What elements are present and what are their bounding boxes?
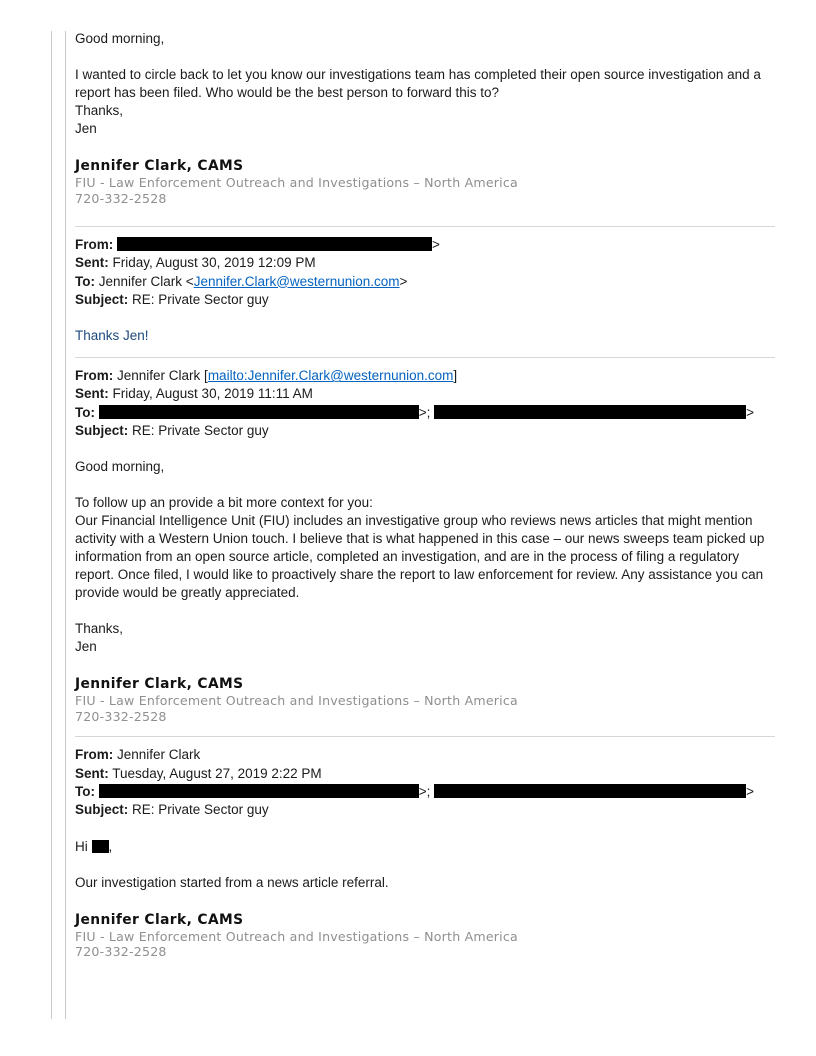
greeting-comma: ,	[108, 838, 113, 854]
blank-line	[75, 602, 775, 620]
greeting-text: Good morning,	[75, 459, 165, 475]
signature-name: Jennifer Clark, CAMS	[75, 911, 244, 928]
header-subject-line	[75, 291, 775, 309]
from-name: Jennifer Clark [	[117, 368, 208, 384]
paragraph-line: report. Once filed, I would like to proactively share the report to law enforcement for review. Any assistance you can	[75, 567, 764, 583]
signature-department: FIU - Law Enforcement Outreach and Investigations – North America	[75, 693, 518, 709]
signature-department: FIU - Law Enforcement Outreach and Investigations – North America	[75, 928, 518, 944]
subject-value: RE: Private Sector guy	[132, 291, 269, 307]
closing-text: Thanks,	[75, 103, 124, 118]
header-from-line	[75, 367, 775, 385]
paragraph	[75, 512, 775, 602]
sent-value: Tuesday, August 27, 2019 2:22 PM	[112, 765, 322, 781]
header-sent-line	[75, 254, 775, 272]
from-label: From:	[75, 747, 114, 763]
signature-department: FIU - Law Enforcement Outreach and Investigations – North America	[75, 175, 518, 190]
email4-body	[75, 838, 775, 960]
body-text: Our investigation started from a news article referral.	[75, 874, 389, 890]
email-separator	[75, 226, 775, 227]
mailto-link[interactable]: mailto:Jennifer.Clark@westernunion.com	[207, 368, 454, 384]
signature-block	[75, 676, 775, 724]
signature-phone: 720-332-2528	[75, 944, 167, 960]
paragraph-line: I wanted to circle back to let you know our investigations team has completed their open source investigation and a	[75, 67, 761, 82]
to-label: To:	[75, 273, 95, 289]
paragraph-line: information from an open source article, completed an investigation, and are in the process of filing a regulatory	[75, 549, 740, 565]
header-sent-line	[75, 765, 775, 783]
header-to-line	[75, 783, 775, 801]
to-label: To:	[75, 783, 95, 799]
email2-body-text: Thanks Jen!	[75, 328, 149, 344]
blank-line	[75, 138, 775, 158]
redaction-bar	[434, 784, 746, 798]
blank-line	[75, 892, 775, 912]
to-suffix: >	[399, 273, 408, 289]
blank-line	[75, 820, 775, 838]
subject-label: Subject:	[75, 423, 129, 439]
to-separator: >;	[418, 404, 431, 420]
signature-name: Jennifer Clark, CAMS	[75, 676, 244, 693]
sent-value: Friday, August 30, 2019 11:11 AM	[112, 386, 313, 402]
blank-line	[75, 48, 775, 66]
quote-border-line-outer	[51, 31, 52, 1019]
header-from-line	[75, 746, 775, 764]
to-separator: >;	[418, 783, 431, 799]
from-suffix: ]	[453, 368, 458, 384]
header-sent-line	[75, 385, 775, 403]
greeting-line	[75, 838, 775, 856]
signature-name: Jennifer Clark, CAMS	[75, 158, 244, 174]
subject-label: Subject:	[75, 291, 129, 307]
redaction-bar	[92, 840, 109, 853]
to-suffix: >	[746, 783, 755, 799]
to-name: Jennifer Clark <	[98, 273, 194, 289]
redaction-bar	[434, 405, 746, 419]
subject-label: Subject:	[75, 802, 129, 818]
signature-block	[75, 158, 775, 206]
email-separator	[75, 736, 775, 737]
email-header	[75, 236, 775, 309]
blank-line	[75, 476, 775, 494]
from-name: Jennifer Clark	[117, 747, 201, 763]
from-suffix: >	[432, 237, 440, 252]
blank-line	[75, 309, 775, 327]
paragraph-line: activity with a Western Union touch. I believe that is what happened in this case – our news sweeps team picked up	[75, 531, 765, 547]
redaction-bar	[99, 405, 419, 419]
signoff-text: Jen	[75, 639, 97, 655]
paragraph	[75, 66, 775, 102]
email-header	[75, 367, 775, 440]
sent-value: Friday, August 30, 2019 12:09 PM	[112, 255, 316, 271]
greeting-text: Hi	[75, 838, 88, 854]
intro-text: To follow up an provide a bit more context for you:	[75, 495, 373, 511]
redaction-bar	[99, 784, 419, 798]
email-top-body	[75, 30, 775, 206]
subject-value: RE: Private Sector guy	[132, 802, 269, 818]
signature-block	[75, 912, 775, 960]
signature-phone: 720-332-2528	[75, 190, 167, 206]
paragraph-line: Our Financial Intelligence Unit (FIU) includes an investigative group who reviews news articles that might mention	[75, 513, 753, 529]
sent-label: Sent:	[75, 765, 109, 781]
header-to-line	[75, 404, 775, 422]
to-label: To:	[75, 404, 95, 420]
email-header	[75, 746, 775, 819]
signature-phone: 720-332-2528	[75, 708, 167, 724]
email3-body	[75, 458, 775, 724]
email-thread	[75, 30, 775, 960]
blank-line	[75, 440, 775, 458]
greeting-text: Good morning,	[75, 31, 165, 46]
blank-line	[75, 656, 775, 676]
from-label: From:	[75, 368, 114, 384]
email-separator	[75, 357, 775, 358]
sent-label: Sent:	[75, 255, 109, 271]
email-address-link[interactable]: Jennifer.Clark@westernunion.com	[193, 273, 400, 289]
paragraph-line: provide would be greatly appreciated.	[75, 585, 300, 601]
paragraph-line: report has been filed. Who would be the best person to forward this to?	[75, 85, 499, 100]
signoff-text: Jen	[75, 121, 97, 136]
closing-text: Thanks,	[75, 621, 124, 637]
header-to-line	[75, 273, 775, 291]
header-subject-line	[75, 422, 775, 440]
blank-line	[75, 856, 775, 874]
from-label: From:	[75, 237, 114, 252]
sent-label: Sent:	[75, 386, 109, 402]
subject-value: RE: Private Sector guy	[132, 423, 269, 439]
header-from-line	[75, 236, 775, 254]
quote-border-line-inner	[65, 31, 66, 1019]
header-subject-line	[75, 801, 775, 819]
redaction-bar	[117, 237, 432, 251]
to-suffix: >	[746, 404, 755, 420]
